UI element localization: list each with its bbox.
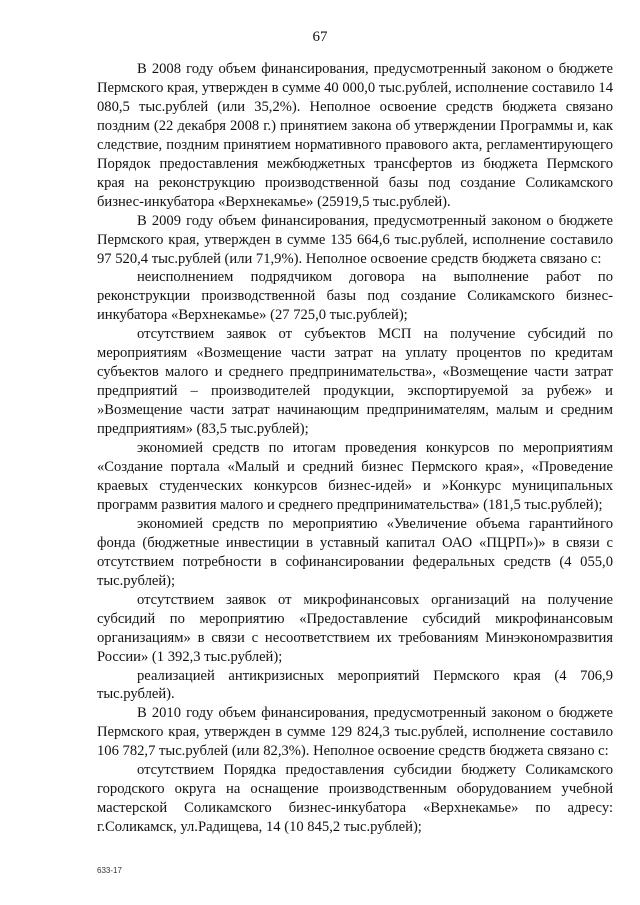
paragraph-2009-reason-contest-savings: экономией средств по итогам проведения конкурсов по мероприятиям «Создание портала «Малый и средний бизнес Пермского края», «Проведение краевых студенческих конкурсов бизнес-идей» и »Конкурс муниципальных программ развития малого и среднего предпринимательства» (181,5 тыс.рублей); [97, 440, 613, 513]
footer-document-code: 633-17 [97, 866, 122, 875]
paragraph-2010-financing: В 2010 году объем финансирования, предусмотренный законом о бюджете Пермского края, утвержден в сумме 129 824,3 тыс.рублей, исполнение составило 106 782,7 тыс.рублей (или 82,3%). Неполное освоение средств бюджета связано с: [97, 705, 613, 760]
paragraph-2009-reason-contractor: неисполнением подрядчиком договора на выполнение работ по реконструкции производственной базы под создание Соликамского бизнес-инкубатора «Верхнекамье» (27 725,0 тыс.рублей); [97, 269, 613, 324]
paragraph-2009-reason-anticrisis: реализацией антикризисных мероприятий Пермского края (4 706,9 тыс.рублей). [97, 667, 613, 703]
paragraph-2009-financing: В 2009 году объем финансирования, предусмотренный законом о бюджете Пермского края, утвержден в сумме 135 664,6 тыс.рублей, исполнение составило 97 520,4 тыс.рублей (или 71,9%). Неполное освоение средств бюджета связано с: [97, 212, 613, 267]
paragraph-2009-reason-microfinance: отсутствием заявок от микрофинансовых организаций на получение субсидий по мероприятию «Предоставление субсидий микрофинансовым организациям» в связи с несоответствием их требованиям Минэкономразвития России» (1 392,3 тыс.рублей); [97, 591, 613, 665]
paragraph-2009-reason-guarantee-fund: экономией средств по мероприятию «Увеличение объема гарантийного фонда (бюджетные инвестиции в уставный капитал ОАО «ПЦРП»)» в связи с отсутствием потребности в софинансировании федеральных средств (4 055,0 тыс.рублей); [97, 515, 613, 589]
document-body [97, 60, 613, 837]
paragraph-2008-financing: В 2008 году объем финансирования, предусмотренный законом о бюджете Пермского края, утвержден в сумме 40 000,0 тыс.рублей, исполнение составило 14 080,5 тыс.рублей (или 35,2%). Неполное освоение средств бюджета связано поздним (22 декабря 2008 г.) принятием закона об утверждении Программы и, как следствие, поздним принятием нормативного правового акта, регламентирующего Порядок предоставления межбюджетных трансфертов из бюджета Пермского края на реконструкцию производственной базы под создание Соликамского бизнес-инкубатора «Верхнекамье» (25919,5 тыс.рублей). [97, 61, 613, 210]
paragraph-2009-reason-no-applications: отсутствием заявок от субъектов МСП на получение субсидий по мероприятиям «Возмещение части затрат на уплату процентов по кредитам субъектов малого и среднего предпринимательства», «Возмещение части затрат предприятий – производителей продукции, экспортируемой за рубеж» и »Возмещение части затрат начинающим предпринимателям, малым и средним предприятиям» (83,5 тыс.рублей); [97, 326, 613, 438]
paragraph-2010-reason-subsidy-order: отсутствием Порядка предоставления субсидии бюджету Соликамского городского округа на оснащение производственным оборудованием учебной мастерской Соликамского бизнес-инкубатора «Верхнекамье» по адресу: г.Соликамск, ул.Радищева, 14 (10 845,2 тыс.рублей); [97, 762, 613, 836]
page-number: 67 [312, 29, 328, 45]
